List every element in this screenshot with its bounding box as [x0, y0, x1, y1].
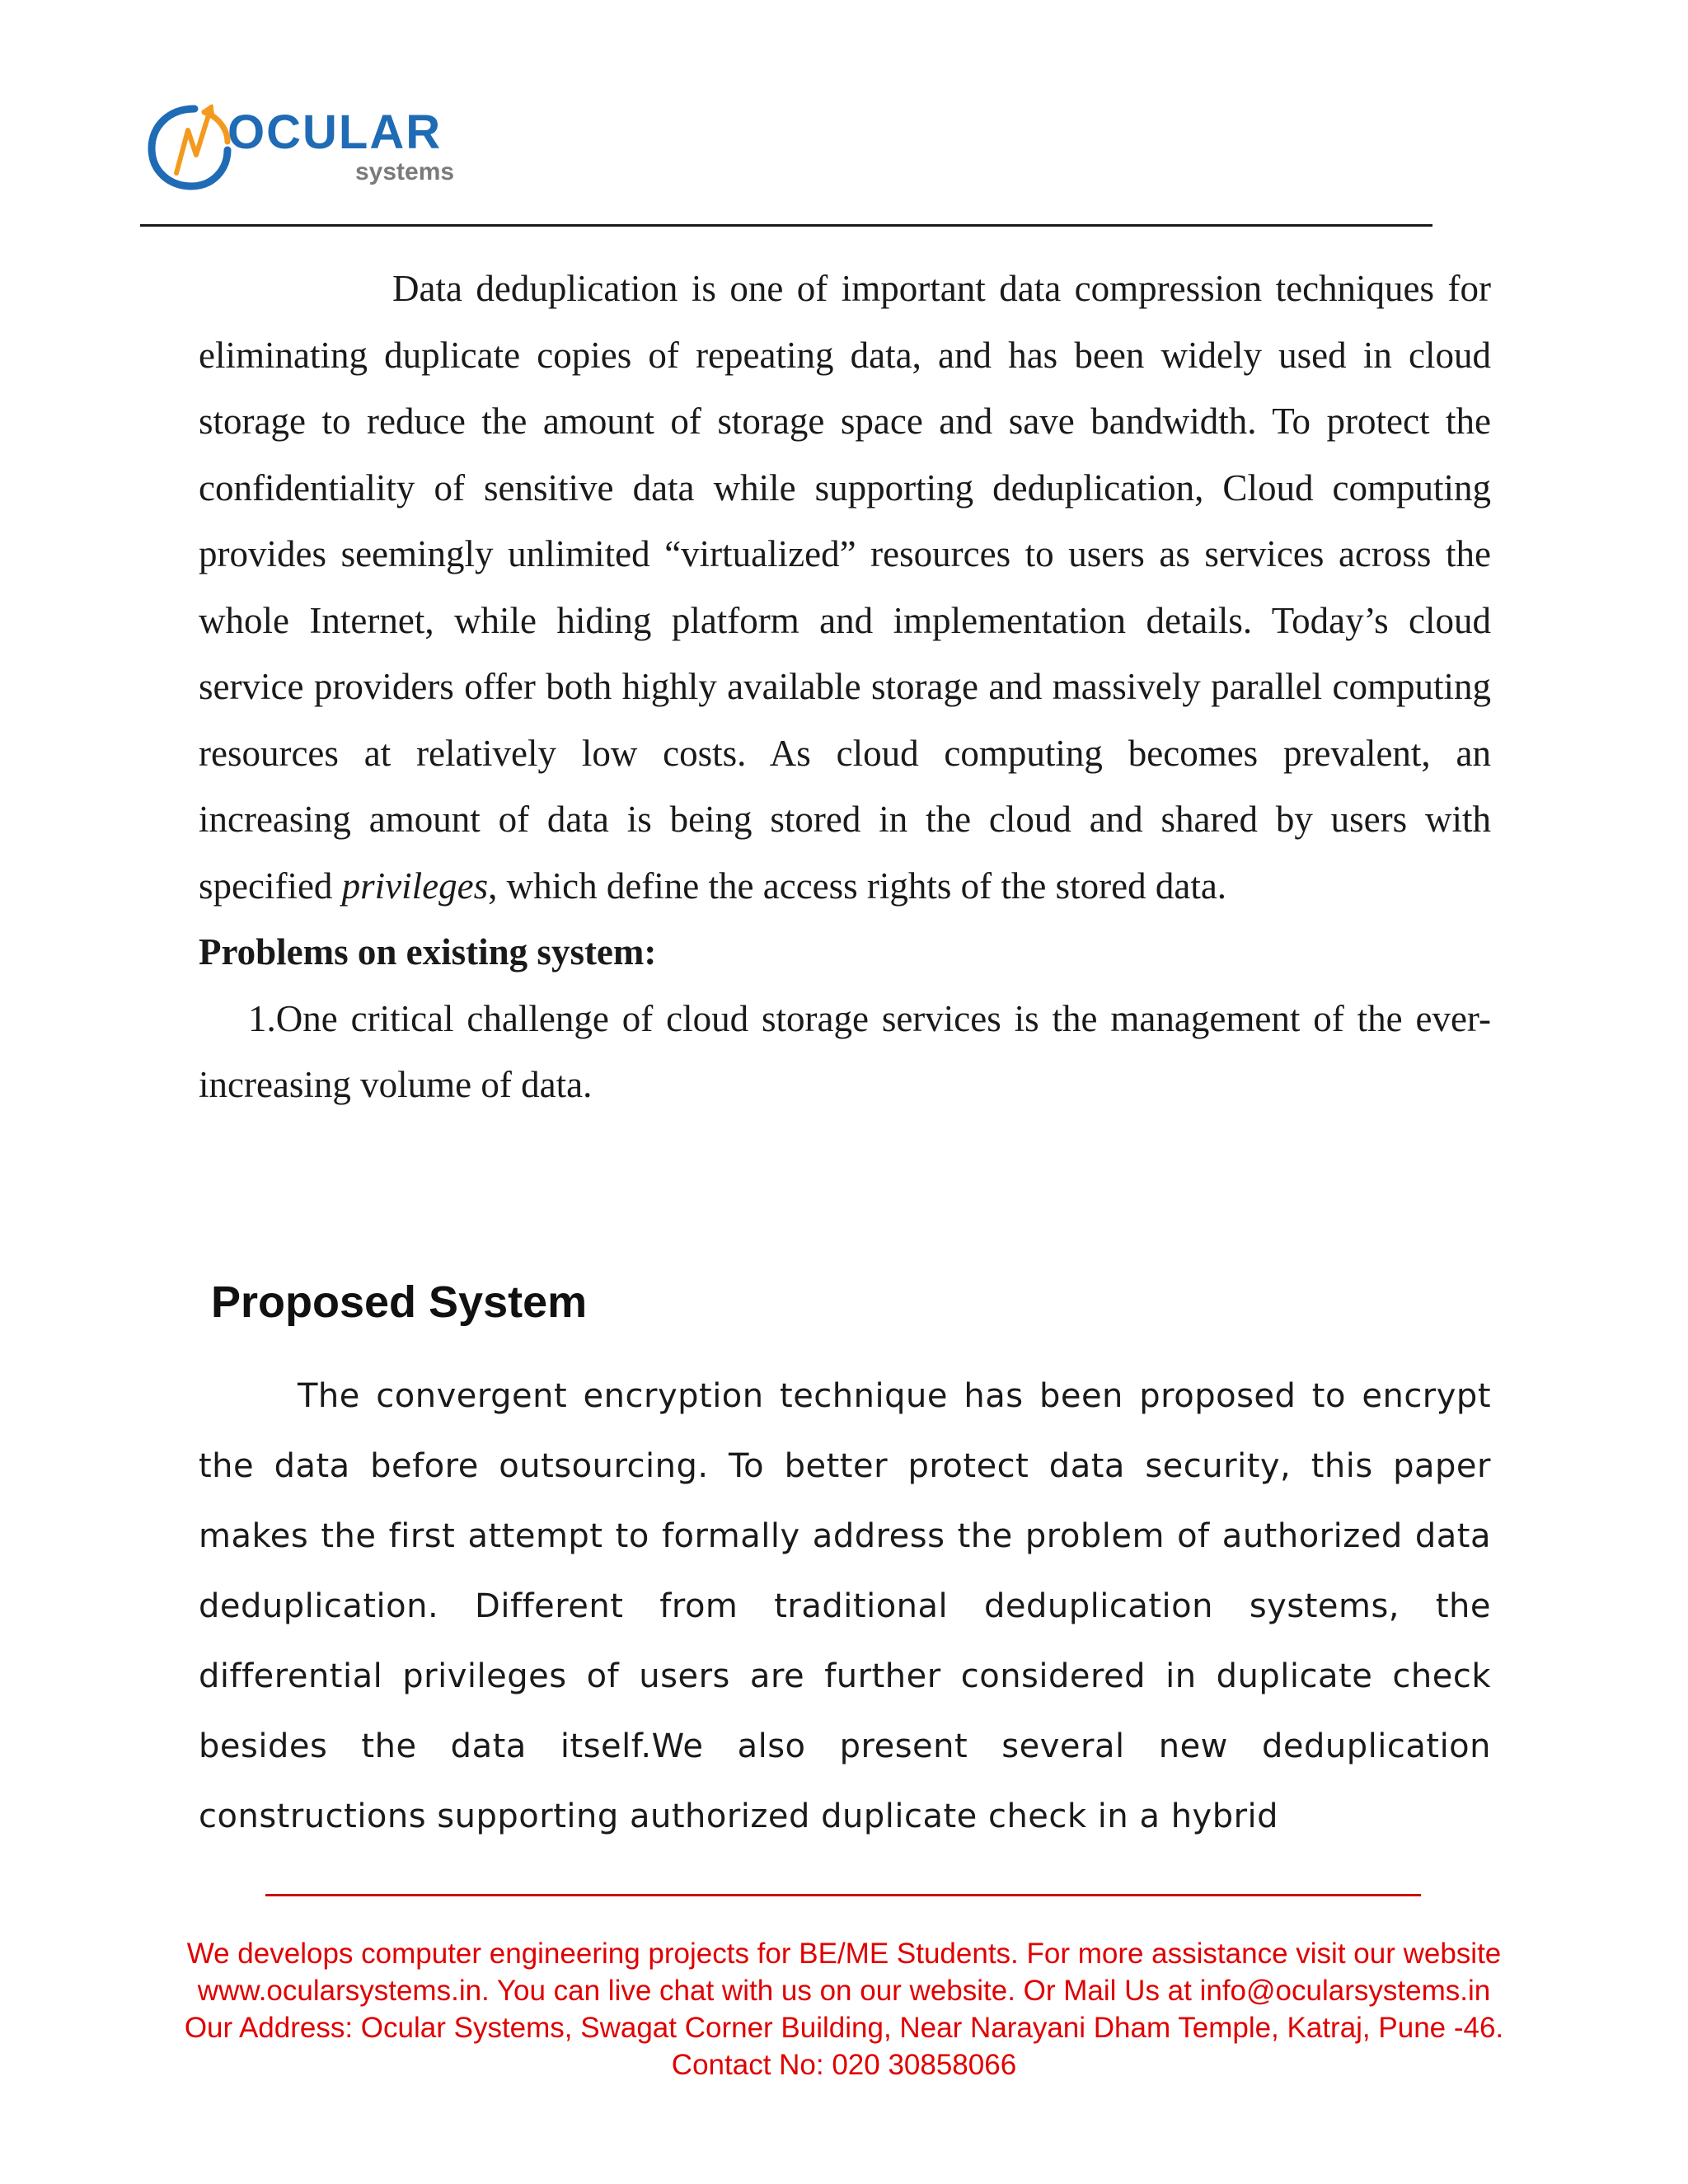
footer: [140, 1935, 1548, 2083]
footer-line-1: We develops computer engineering projects for BE/ME Students. For more assistance visit our website: [186, 1938, 1502, 1970]
footer-divider: [265, 1894, 1421, 1896]
logo-brand-text: OCULAR: [227, 105, 443, 159]
header-divider: [140, 224, 1432, 227]
main-content: [199, 255, 1491, 1118]
ocular-logo-graphic: [145, 97, 467, 196]
proposed-system-paragraph: The convergent encryption technique has been proposed to encrypt the data before outsourcing. To better protect data security, this paper makes the first attempt to formally address the problem of authorized data deduplication. Different from traditional deduplication systems, the differential privileges of users are further considered in duplicate check besides the data itself.We also present several new deduplication constructions supporting authorized duplicate check in a hybrid: [199, 1377, 1491, 1835]
proposed-system-heading: Proposed System: [211, 1277, 588, 1327]
intro-paragraph-text: Data deduplication is one of important data compression techniques for eliminating duplicate copies of repeating data, and has been widely used in cloud storage to reduce the amount of storage space and save bandwidth. To protect the confidentiality of sensitive data while supporting deduplication, Cloud computing provides seemingly unlimited “virtualized” resources to users as services across the whole Internet, while hiding platform and implementation details. Today’s cloud service providers offer both highly available storage and massively parallel computing resources at relatively low costs. As cloud computing becomes prevalent, an increasing amount of data is being stored in the cloud and shared by users with specified: [199, 268, 1491, 907]
intro-paragraph-italic: privileges: [341, 865, 489, 907]
footer-line-4: Contact No: 020 30858066: [671, 2049, 1017, 2081]
footer-line-2: www.ocularsystems.in. You can live chat with us on our website. Or Mail Us at info@ocularsystems.in: [197, 1975, 1491, 2007]
problem-item: 1.One critical challenge of cloud storage services is the management of the ever-increasing volume of data.: [199, 997, 1491, 1105]
intro-paragraph-end: , which define the access rights of the stored data.: [488, 865, 1227, 907]
logo-arrow: [176, 107, 211, 173]
logo-tagline-text: systems: [355, 158, 455, 185]
problems-heading: Problems on existing system:: [199, 931, 657, 972]
intro-paragraph: [199, 255, 1491, 919]
footer-line-3: Our Address: Ocular Systems, Swagat Corner Building, Near Narayani Dham Temple, Katraj, Pune -46.: [184, 2012, 1504, 2044]
ocular-logo: [145, 97, 467, 196]
